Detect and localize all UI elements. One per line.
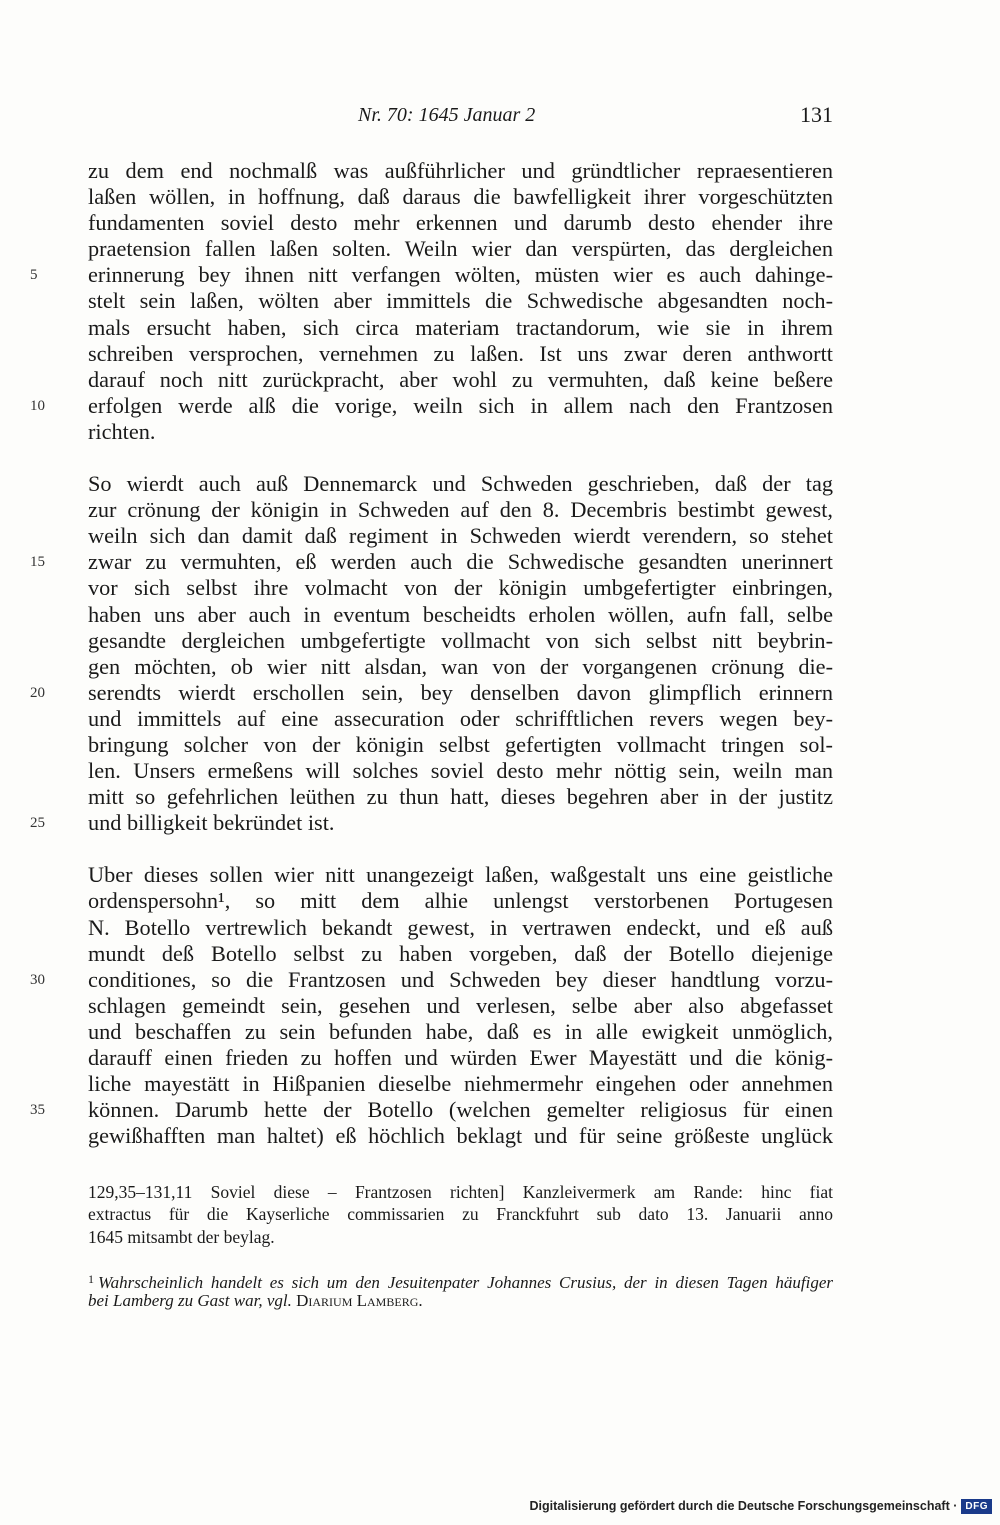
text-line [88,184,833,210]
text-line [88,367,833,393]
line-text: bringung solcher von der königin selbst gefertigten vollmacht tringen sol- [88,731,833,757]
line-text: zur crönung der königin in Schweden auf den 8. Decembris bestimbt gewest, [88,497,833,523]
line-text: ordenspersohn¹, so mitt dem alhie unlengst verstorbenen Portugesen [88,888,833,914]
line-text: haben uns aber auch in eventum bescheidts erholen wöllen, aufn fall, selbe [88,601,833,627]
apparatus-line: extractus für die Kayserliche commissarien zu Franckfuhrt sub dato 13. Januarii anno [88,1204,833,1225]
line-number: 15 [30,554,45,571]
line-text: erinnerung bey ihnen nitt verfangen wölten, müsten wier es auch dahinge- [88,262,833,288]
text-line [30,262,833,288]
footnote-text: Wahrscheinlich handelt es sich um den Jesuitenpater Johannes Crusius, der in diesen Tagen häufiger [98,1273,833,1292]
text-line [88,732,833,758]
text-line [88,471,833,497]
text-line [88,1019,833,1045]
line-text: len. Unsers ermeßens will solches soviel desto mehr nöttig sein, weiln man [88,758,833,784]
line-text: mals ersucht haben, sich circa materiam tractandorum, wie sie in ihrem [88,314,833,340]
paragraph-gap [88,836,833,862]
line-number: 30 [30,971,45,988]
line-text: und immittels auf eine assecuration oder schrifftlichen revers wegen bey- [88,705,833,731]
text-line [30,966,833,993]
page-header [88,102,833,132]
text-line [30,679,833,706]
page-footer [530,1497,992,1515]
text-line [88,210,833,236]
text-line [30,810,833,836]
text-line [88,315,833,341]
line-text: vor sich selbst ihre volmacht von der königin umbgefertigter einbringen, [88,575,833,601]
line-number: 20 [30,684,45,701]
text-line [88,993,833,1019]
line-text: Uber dieses sollen wier nitt unangezeigt laßen, waßgestalt uns eine geistliche [88,862,833,888]
text-line [88,1045,833,1071]
line-text: schreiben versprochen, vernehmen zu laßen. Ist uns zwar deren anthwortt [88,340,833,366]
main-text [30,158,833,1149]
text-line [88,888,833,914]
text-line [88,419,833,445]
text-line [88,758,833,784]
line-text: gen möchten, ob wier nitt alsdan, wan von der vorgangenen crönung die- [88,653,833,679]
line-text: mundt deß Botello selbst zu haben vorgeben, daß der Botello diejenige [88,940,833,966]
line-text: erfolgen werde alß die vorige, weiln sich in allem nach den Frantzosen [88,392,833,418]
line-text: So wierdt auch auß Dennemarck und Schweden geschrieben, daß der tag [88,471,833,497]
line-text: richten. [88,418,156,444]
line-number: 25 [30,815,45,832]
text-line [88,654,833,680]
running-title: Nr. 70: 1645 Januar 2 [358,104,536,126]
text-line [88,915,833,941]
critical-apparatus [88,1181,833,1248]
text-line [88,941,833,967]
apparatus-line: 1645 mitsambt der beylag. [88,1226,275,1247]
text-line [30,1097,833,1123]
line-text: darauff einen frieden zu hoffen und würden Ewer Mayestätt und die könig- [88,1045,833,1070]
text-line [88,288,833,314]
text-line [88,862,833,888]
line-text: zwar zu vermuhten, eß werden auch die Schwedische gesandten unerinnert [88,549,833,575]
text-line [88,341,833,367]
text-line [88,523,833,549]
line-text: gewißhafften man haltet) eß höchlich beklagt und für seine größeste unglück [88,1123,833,1149]
paragraph-gap [88,445,833,471]
line-text: serendts wierdt erschollen sein, bey denselben davon glimpflich erinnern [88,679,833,705]
line-text: praetension fallen laßen solten. Weiln wier dan verspürten, das dergleichen [88,236,833,262]
line-text: mitt so gefehrlichen leüthen zu thun hatt, dieses begehren aber in der justitz [88,784,833,810]
text-line [30,549,833,575]
text-line [88,497,833,523]
footnote-text: bei Lamberg zu Gast war, vgl. [88,1291,292,1310]
text-line [88,1123,833,1149]
text-line [88,784,833,810]
line-text: laßen wöllen, in hoffnung, daß daraus die bawfelligkeit ihrer vorgeschützten [88,184,833,210]
text-line [88,158,833,184]
footnote-mark: 1 [88,1272,94,1286]
text-line [88,575,833,601]
line-number: 5 [30,267,38,284]
line-number: 35 [30,1102,45,1119]
line-text: können. Darumb hette der Botello (welchen gemelter religiosus für einen [88,1097,833,1123]
line-text: schlagen gemeindt sein, gesehen und verlesen, selbe aber also abgefasset [88,992,833,1018]
line-text: weiln sich dan damit daß regiment in Schweden wierdt verendern, so stehet [88,523,833,549]
funding-credit: Digitalisierung gefördert durch die Deutsche Forschungsgemeinschaft · [529,1499,958,1513]
line-text: conditiones, so die Frantzosen und Schweden bey dieser handtlung vorzu- [88,966,833,992]
line-text: und billigkeit bekründet ist. [88,810,335,836]
line-text: N. Botello vertrewlich bekandt gewest, in vertrawen endeckt, und eß auß [88,914,833,940]
text-line [88,628,833,654]
line-text: stelt sein laßen, wölten aber immittels die Schwedische abgesandten noch- [88,288,833,314]
line-number: 10 [30,397,45,414]
line-text: fundamenten soviel desto mehr erkennen und darumb desto ehender ihre [88,210,833,236]
text-line [88,706,833,732]
text-line [88,236,833,262]
text-line [30,392,833,419]
footnote [88,1268,833,1312]
dfg-logo: DFG [961,1499,992,1514]
page-number: 131 [800,102,833,127]
footnote-reference: Diarium Lamberg. [296,1291,423,1310]
line-text: und beschaffen zu sein befunden habe, daß es in alle ewigkeit unmöglich, [88,1018,833,1044]
line-text: darauf noch nitt zurückpracht, aber wohl zu vermuhten, daß keine beßere [88,366,833,392]
text-line [88,1071,833,1097]
text-line [88,602,833,628]
line-text: zu dem end nochmalß was außführlicher und gründtlicher repraesentieren [88,158,833,183]
line-text: liche mayestätt in Hißpanien dieselbe niehmermehr eingehen oder annehmen [88,1071,833,1097]
apparatus-line: 129,35–131,11 Soviel diese – Frantzosen richten] Kanzleivermerk am Rande: hinc fiat [88,1182,833,1202]
line-text: gesandte dergleichen umbgefertigte vollmacht von sich selbst nitt beybrin- [88,627,833,653]
